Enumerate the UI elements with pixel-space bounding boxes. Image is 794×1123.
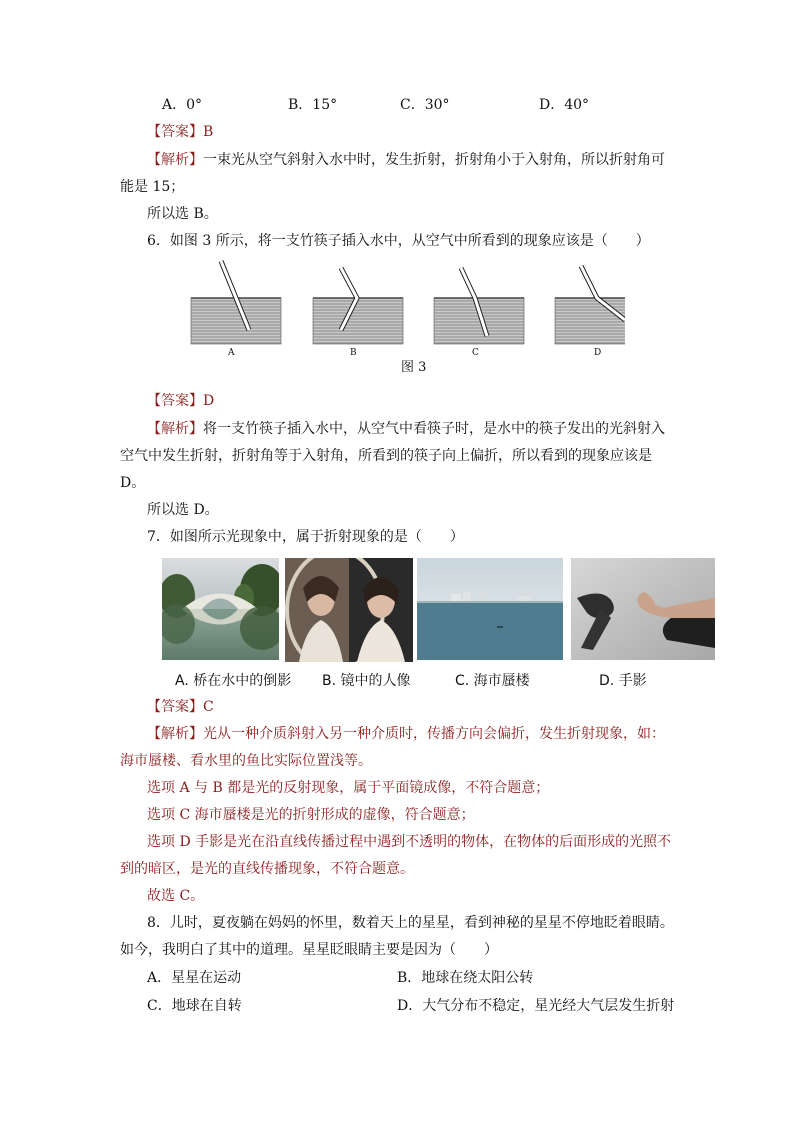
q8-option-b: B．地球在绕太阳公转 xyxy=(397,970,534,986)
q7-analysis-line5: 选项 D 手影是光在沿直线传播过程中遇到不透明的物体，在物体的后面形成的光照不 xyxy=(147,834,672,850)
q8-option-c: C．地球在自转 xyxy=(147,998,242,1014)
figure-c-bent-chopstick xyxy=(434,268,524,344)
answer-tag: 【答案】 xyxy=(147,699,203,715)
caption-b: B. 镜中的人像 xyxy=(322,673,411,689)
q6-stem: 6．如图 3 所示，将一支竹筷子插入水中，从空气中所看到的现象应该是（ ） xyxy=(147,233,650,249)
q7-answer xyxy=(147,697,214,717)
mirage-photo xyxy=(417,558,563,660)
analysis-tag: 【解析】 xyxy=(147,421,203,437)
figure-label-c: C xyxy=(472,348,479,358)
figure-label-d: D xyxy=(594,348,602,358)
figure-label-b: B xyxy=(350,348,357,358)
q5-option-d: D．40° xyxy=(539,97,590,113)
q8-stem-line2: 如今，我明白了其中的道理。星星眨眼睛主要是因为（ ） xyxy=(120,942,498,958)
answer-tag: 【答案】 xyxy=(147,124,203,140)
analysis-text: 将一支竹筷子插入水中，从空气中看筷子时，是水中的筷子发出的光斜射入 xyxy=(203,421,665,437)
q5-answer xyxy=(147,122,213,142)
figure-d-bent-chopstick xyxy=(555,266,625,344)
q8-option-d: D．大气分布不稳定，星光经大气层发生折射 xyxy=(397,998,675,1014)
answer-value: D xyxy=(203,393,215,409)
q6-analysis-line3: D。 xyxy=(120,475,146,491)
caption-a: A. 桥在水中的倒影 xyxy=(175,673,292,689)
q5-conclusion: 所以选 B。 xyxy=(147,206,218,222)
figure-b-bent-chopstick xyxy=(313,268,403,344)
q7-analysis-line1 xyxy=(147,724,665,744)
q7-analysis-line4: 选项 C 海市蜃楼是光的折射形成的虚像，符合题意； xyxy=(147,807,475,823)
figure-a-straight-chopstick xyxy=(191,261,281,344)
q6-analysis-line1 xyxy=(147,419,665,439)
hand-shadow-photo xyxy=(571,558,715,660)
q7-conclusion: 故选 C。 xyxy=(147,888,205,904)
q7-analysis-line6: 到的暗区，是光的直线传播现象，不符合题意。 xyxy=(120,861,414,877)
answer-tag: 【答案】 xyxy=(147,393,203,409)
q5-option-c: C．30° xyxy=(400,97,450,113)
analysis-text: 光从一种介质斜射入另一种介质时，传播方向会偏折，发生折射现象，如： xyxy=(203,726,665,742)
answer-value: C xyxy=(203,699,214,715)
answer-value: B xyxy=(203,124,214,140)
caption-d: D. 手影 xyxy=(599,673,647,689)
q7-analysis-line3: 选项 A 与 B 都是光的反射现象，属于平面镜成像，不符合题意； xyxy=(147,780,550,796)
analysis-tag: 【解析】 xyxy=(147,726,203,742)
q6-analysis-line2: 空气中发生折射，折射角等于入射角，所看到的筷子向上偏折，所以看到的现象应该是 xyxy=(120,448,652,464)
q7-stem: 7．如图所示光现象中，属于折射现象的是（ ） xyxy=(147,529,464,545)
q6-figure xyxy=(185,258,625,363)
figure-label-a: A xyxy=(228,348,235,358)
q6-answer xyxy=(147,391,214,411)
caption-c: C. 海市蜃楼 xyxy=(455,673,530,689)
analysis-tag: 【解析】 xyxy=(147,152,203,168)
figure-caption: 图 3 xyxy=(401,360,427,375)
q6-conclusion: 所以选 D。 xyxy=(147,502,219,518)
q7-analysis-line2: 海市蜃楼、看水里的鱼比实际位置浅等。 xyxy=(120,753,372,769)
q8-stem-line1: 8．儿时，夏夜躺在妈妈的怀里，数着天上的星星，看到神秘的星星不停地眨着眼睛。 xyxy=(147,915,674,931)
bridge-reflection-photo xyxy=(162,558,279,660)
mirror-portrait-photo xyxy=(285,558,413,662)
q8-option-a: A．星星在运动 xyxy=(147,970,242,986)
q5-analysis-line1 xyxy=(147,150,665,170)
q5-option-a: A．0° xyxy=(162,97,203,113)
analysis-text: 一束光从空气斜射入水中时，发生折射，折射角小于入射角，所以折射角可 xyxy=(203,152,665,168)
q5-analysis-line2: 能是 15； xyxy=(120,179,185,195)
q5-option-b: B．15° xyxy=(288,97,338,113)
